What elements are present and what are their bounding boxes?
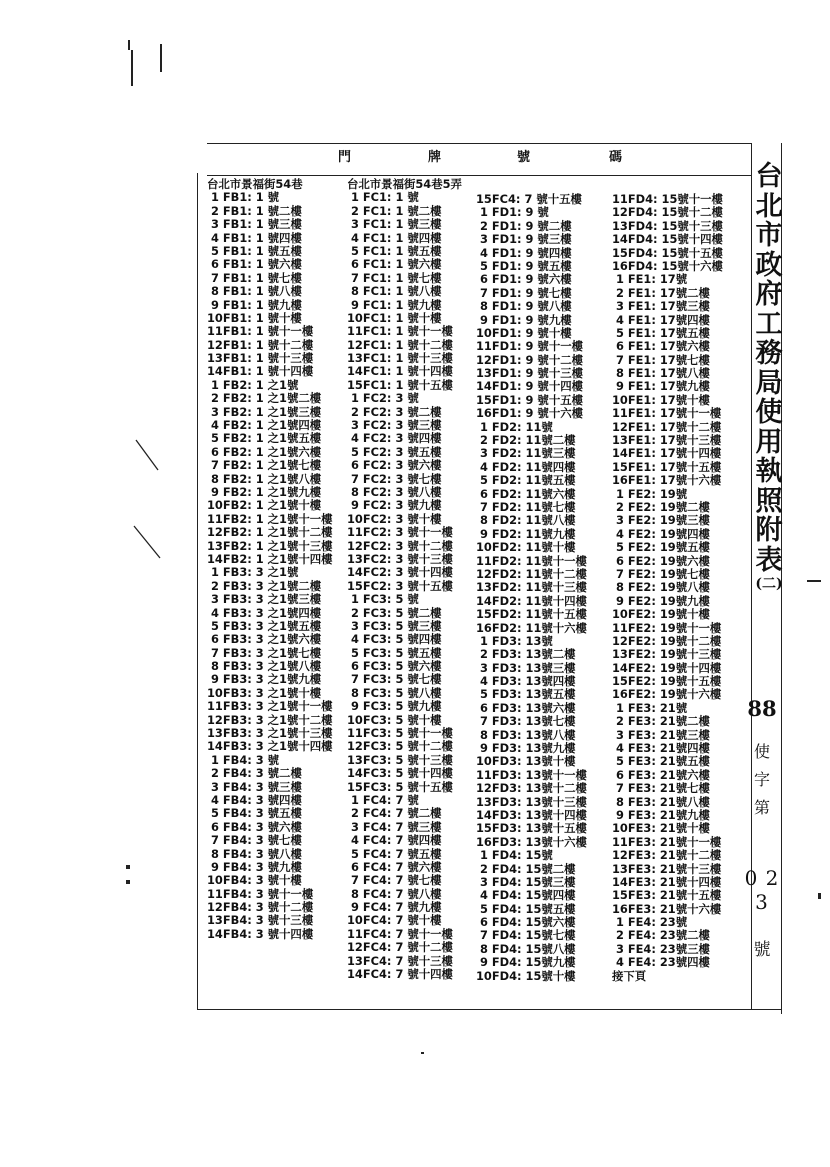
address-line: 10FC2: 3 號十樓 — [347, 511, 442, 526]
address-line: 15FC3: 5 號十五樓 — [347, 779, 453, 794]
address-line: 1 FC1: 1 號 — [347, 190, 419, 205]
address-line: 3 FD2: 11號三樓 — [476, 446, 576, 461]
address-line: 10FB1: 1 號十樓 — [207, 310, 302, 325]
address-line: 16FE1: 17號十六樓 — [612, 473, 722, 488]
address-line: 10FD2: 11號十樓 — [476, 540, 576, 555]
address-line: 13FC3: 5 號十三樓 — [347, 752, 453, 767]
title-char: (二) — [755, 576, 783, 592]
title-char: 附 — [755, 515, 783, 546]
address-line: 6 FB3: 3 之1號六樓 — [207, 632, 322, 647]
address-line: 14FB1: 1 號十四樓 — [207, 364, 314, 379]
address-line: 2 FB3: 3 之1號二樓 — [207, 578, 322, 593]
address-line: 14FD4: 15號十四樓 — [612, 232, 723, 247]
scan-mark — [421, 1052, 424, 1054]
address-line: 9 FE3: 21號九樓 — [612, 807, 710, 822]
address-line: 8 FC1: 1 號八樓 — [347, 284, 442, 299]
address-line: 6 FB4: 3 號六樓 — [207, 819, 302, 834]
address-line: 5 FB4: 3 號五樓 — [207, 806, 302, 821]
address-line: 1 FB2: 1 之1號 — [207, 377, 299, 392]
serial-number: 0 2 3 — [744, 866, 780, 914]
address-line: 4 FB2: 1 之1號四樓 — [207, 418, 322, 433]
address-line: 15FC4: 7 號十五樓 — [476, 192, 582, 206]
address-line: 8 FB2: 1 之1號八樓 — [207, 471, 322, 486]
address-line: 8 FB4: 3 號八樓 — [207, 846, 302, 861]
address-line: 6 FC1: 1 號六樓 — [347, 257, 442, 272]
header-plate: 牌 — [428, 150, 442, 165]
scan-mark — [131, 50, 133, 86]
address-column-1 — [207, 178, 333, 941]
address-line: 2 FB2: 1 之1號二樓 — [207, 391, 322, 406]
address-line: 3 FB4: 3 號三樓 — [207, 779, 302, 794]
address-line: 9 FB3: 3 之1號九樓 — [207, 672, 322, 687]
address-line: 5 FE2: 19號五樓 — [612, 540, 710, 555]
address-line: 8 FB3: 3 之1號八樓 — [207, 659, 322, 674]
address-line: 14FE2: 19號十四樓 — [612, 660, 722, 675]
address-line: 5 FE3: 21號五樓 — [612, 754, 710, 769]
address-line: 4 FC3: 5 號四樓 — [347, 632, 442, 647]
address-line: 7 FD4: 15號七樓 — [476, 928, 576, 943]
scan-mark — [126, 865, 130, 869]
header-number: 號 — [517, 150, 531, 165]
address-line: 4 FB4: 3 號四樓 — [207, 792, 302, 807]
address-line: 11FC1: 1 號十一樓 — [347, 324, 453, 339]
address-line: 9 FE1: 17號九樓 — [612, 379, 710, 394]
address-line: 9 FC1: 1 號九樓 — [347, 297, 442, 312]
address-line: 10FC1: 1 號十樓 — [347, 310, 442, 325]
address-line: 16FD3: 13號十六樓 — [476, 834, 587, 849]
street-heading: 台北市景福街54巷5弄 — [347, 177, 462, 191]
address-line: 6 FE2: 19號六樓 — [612, 553, 710, 568]
address-line: 5 FB3: 3 之1號五樓 — [207, 618, 322, 633]
address-line: 5 FC1: 1 號五樓 — [347, 243, 442, 258]
address-line: 14FC1: 1 號十四樓 — [347, 364, 453, 379]
address-line: 6 FC4: 7 號六樓 — [347, 859, 442, 874]
title-char: 北 — [755, 190, 783, 222]
address-line: 10FD4: 15號十樓 — [476, 968, 576, 983]
address-line: 2 FC4: 7 號二樓 — [347, 806, 442, 821]
address-line: 9 FD3: 13號九樓 — [476, 741, 576, 756]
address-line: 6 FB2: 1 之1號六樓 — [207, 444, 322, 459]
title-char: 表 — [755, 544, 783, 576]
address-line: 13FE3: 21號十三樓 — [612, 861, 722, 876]
header-door: 門 — [338, 150, 352, 165]
address-line: 14FD1: 9 號十四樓 — [476, 379, 583, 394]
address-line: 1 FB3: 3 之1號 — [207, 565, 299, 580]
address-line: 2 FE1: 17號二樓 — [612, 285, 710, 300]
address-line: 9 FB4: 3 號九樓 — [207, 859, 302, 874]
address-line: 13FD1: 9 號十三樓 — [476, 366, 583, 381]
address-line: 4 FE2: 19號四樓 — [612, 526, 710, 541]
address-line: 4 FB3: 3 之1號四樓 — [207, 605, 322, 620]
title-char: 工 — [755, 308, 783, 340]
address-line: 9 FD4: 15號九樓 — [476, 955, 576, 970]
address-line: 8 FB1: 1 號八樓 — [207, 284, 302, 299]
address-line: 7 FC2: 3 號七樓 — [347, 471, 442, 486]
address-line: 13FE1: 17號十三樓 — [612, 433, 722, 448]
address-line: 11FE3: 21號十一樓 — [612, 834, 722, 849]
address-line: 6 FE1: 17號六樓 — [612, 339, 710, 354]
side-title — [754, 162, 784, 593]
address-line: 12FD4: 15號十二樓 — [612, 205, 723, 220]
address-line: 15FE3: 21號十五樓 — [612, 888, 722, 903]
address-line: 4 FB1: 1 號四樓 — [207, 230, 302, 245]
address-line: 7 FE3: 21號七樓 — [612, 781, 710, 796]
address-line: 13FD3: 13號十三樓 — [476, 794, 587, 809]
address-line: 1 FC2: 3 號 — [347, 391, 419, 406]
address-line: 2 FB1: 1 號二樓 — [207, 203, 302, 218]
address-line: 6 FD1: 9 號六樓 — [476, 272, 572, 287]
address-line: 6 FD3: 13號六樓 — [476, 700, 576, 715]
address-line: 1 FB1: 1 號 — [207, 190, 280, 205]
address-line: 1 FC4: 7 號 — [347, 792, 419, 807]
address-line: 14FB2: 1 之1號十四樓 — [207, 551, 333, 566]
address-line: 2 FD1: 9 號二樓 — [476, 218, 572, 233]
address-line: 1 FE2: 19號 — [612, 486, 688, 501]
address-line: 15FD4: 15號十五樓 — [612, 245, 723, 260]
address-line: 3 FD3: 13號三樓 — [476, 660, 576, 675]
address-line: 2 FD4: 15號二樓 — [476, 861, 576, 876]
address-line: 12FB2: 1 之1號十二樓 — [207, 525, 333, 540]
title-char: 局 — [755, 367, 783, 399]
address-line: 13FB1: 1 號十三樓 — [207, 351, 314, 366]
address-line: 2 FE3: 21號二樓 — [612, 714, 710, 729]
address-line: 13FC2: 3 號十三樓 — [347, 551, 453, 566]
char-hao: 號 — [753, 940, 771, 960]
address-line: 10FE3: 21號十樓 — [612, 821, 710, 836]
address-line: 14FC2: 3 號十四樓 — [347, 565, 453, 580]
address-line: 4 FC4: 7 號四樓 — [347, 833, 442, 848]
address-line: 15FE2: 19號十五樓 — [612, 674, 722, 689]
address-line: 4 FE3: 21號四樓 — [612, 741, 710, 756]
address-line: 3 FD1: 9 號三樓 — [476, 232, 572, 247]
address-line: 2 FC2: 3 號二樓 — [347, 404, 442, 419]
address-line: 7 FD2: 11號七樓 — [476, 499, 576, 514]
address-line: 8 FC3: 5 號八樓 — [347, 685, 442, 700]
address-line: 7 FD3: 13號七樓 — [476, 714, 576, 729]
address-line: 11FD1: 9 號十一樓 — [476, 339, 583, 354]
address-line: 5 FD2: 11號五樓 — [476, 473, 576, 488]
address-line: 6 FB1: 1 號六樓 — [207, 257, 302, 272]
address-line: 12FE3: 21號十二樓 — [612, 848, 722, 863]
address-line: 5 FD1: 9 號五樓 — [476, 258, 572, 273]
address-line: 8 FD4: 15號八樓 — [476, 941, 576, 956]
address-line: 10FE2: 19號十樓 — [612, 607, 710, 622]
address-line: 14FB3: 3 之1號十四樓 — [207, 739, 333, 754]
address-line: 9 FC4: 7 號九樓 — [347, 900, 442, 915]
address-line: 2 FE4: 23號二樓 — [612, 928, 710, 943]
address-line: 3 FD4: 15號三樓 — [476, 874, 576, 889]
address-line: 11FD3: 13號十一樓 — [476, 767, 587, 782]
address-line: 15FE1: 17號十五樓 — [612, 459, 722, 474]
address-line: 2 FC3: 5 號二樓 — [347, 605, 442, 620]
address-line: 11FC4: 7 號十一樓 — [347, 926, 453, 941]
address-line: 4 FD1: 9 號四樓 — [476, 245, 572, 260]
address-line: 1 FB4: 3 號 — [207, 752, 280, 767]
address-line: 11FB4: 3 號十一樓 — [207, 886, 314, 901]
address-line: 7 FB4: 3 號七樓 — [207, 833, 302, 848]
address-line: 接下頁 — [612, 968, 647, 983]
address-line: 4 FC2: 3 號四樓 — [347, 431, 442, 446]
address-line: 10FB2: 1 之1號十樓 — [207, 498, 322, 513]
address-line: 16FE3: 21號十六樓 — [612, 901, 722, 916]
address-line: 7 FD1: 9 號七樓 — [476, 285, 572, 300]
address-line: 2 FD2: 11號二樓 — [476, 433, 576, 448]
address-line: 5 FE1: 17號五樓 — [612, 325, 710, 340]
address-line: 1 FD4: 15號 — [476, 848, 553, 863]
address-line: 12FC1: 1 號十二樓 — [347, 337, 453, 352]
address-line: 9 FD2: 11號九樓 — [476, 526, 576, 541]
address-line: 4 FD2: 11號四樓 — [476, 459, 576, 474]
address-line: 10FE1: 17號十樓 — [612, 392, 710, 407]
address-line: 1 FD3: 13號 — [476, 633, 553, 648]
scan-mark — [818, 893, 821, 899]
address-line: 6 FE3: 21號六樓 — [612, 767, 710, 782]
title-char: 照 — [755, 485, 783, 517]
address-line: 6 FC3: 5 號六樓 — [347, 659, 442, 674]
address-line: 12FE1: 17號十二樓 — [612, 419, 722, 434]
title-char: 府 — [755, 279, 783, 310]
address-line: 14FE1: 17號十四樓 — [612, 446, 722, 461]
address-line: 11FE1: 17號十一樓 — [612, 406, 722, 421]
address-line: 4 FE1: 17號四樓 — [612, 312, 710, 327]
address-line: 10FB3: 3 之1號十樓 — [207, 685, 322, 700]
address-line: 13FD4: 15號十三樓 — [612, 218, 723, 233]
address-line: 11FD2: 11號十一樓 — [476, 553, 587, 568]
address-column-3 — [476, 193, 587, 983]
address-line: 16FD4: 15號十六樓 — [612, 258, 723, 273]
address-line: 4 FC1: 1 號四樓 — [347, 230, 442, 245]
address-line: 8 FE3: 21號八樓 — [612, 794, 710, 809]
address-line: 7 FC3: 5 號七樓 — [347, 672, 442, 687]
address-line: 6 FC2: 3 號六樓 — [347, 458, 442, 473]
address-line: 10FD3: 13號十樓 — [476, 754, 576, 769]
address-line: 9 FB1: 1 號九樓 — [207, 297, 302, 312]
address-line: 14FD2: 11號十四樓 — [476, 593, 587, 608]
address-line: 5 FD3: 13號五樓 — [476, 687, 576, 702]
address-line: 16FE2: 19號十六樓 — [612, 687, 722, 702]
address-line: 7 FC4: 7 號七樓 — [347, 873, 442, 888]
address-line: 14FD3: 13號十四樓 — [476, 807, 587, 822]
address-line: 5 FB2: 1 之1號五樓 — [207, 431, 322, 446]
title-char: 用 — [755, 426, 783, 458]
address-line: 1 FE1: 17號 — [612, 272, 688, 287]
address-line: 1 FE3: 21號 — [612, 700, 688, 715]
address-line: 13FB2: 1 之1號十三樓 — [207, 538, 333, 553]
address-line: 3 FC1: 1 號三樓 — [347, 217, 442, 232]
address-line: 4 FE4: 23號四樓 — [612, 955, 710, 970]
address-line: 3 FE4: 23號三樓 — [612, 941, 710, 956]
address-line: 10FD1: 9 號十樓 — [476, 325, 572, 340]
address-line: 11FC3: 5 號十一樓 — [347, 726, 453, 741]
address-line: 2 FD3: 13號二樓 — [476, 647, 576, 662]
address-line: 13FC4: 7 號十三樓 — [347, 953, 453, 968]
address-line: 3 FE2: 19號三樓 — [612, 513, 710, 528]
address-line: 12FD3: 13號十二樓 — [476, 781, 587, 796]
address-column-4 — [612, 193, 723, 983]
address-line: 8 FD1: 9 號八樓 — [476, 299, 572, 314]
address-line: 14FC4: 7 號十四樓 — [347, 967, 453, 982]
address-line: 7 FB3: 3 之1號七樓 — [207, 645, 322, 660]
address-line: 5 FC3: 5 號五樓 — [347, 645, 442, 660]
license-characters — [742, 738, 782, 822]
address-line: 2 FC1: 1 號二樓 — [347, 203, 442, 218]
address-line: 5 FC4: 7 號五樓 — [347, 846, 442, 861]
address-line: 8 FD2: 11號八樓 — [476, 513, 576, 528]
header-code: 碼 — [609, 150, 623, 165]
address-column-2 — [347, 178, 462, 981]
address-line: 3 FB1: 1 號三樓 — [207, 217, 302, 232]
address-line: 2 FB4: 3 號二樓 — [207, 766, 302, 781]
scan-mark — [126, 880, 130, 884]
address-line: 12FC4: 7 號十二樓 — [347, 940, 453, 955]
address-line: 5 FD4: 15號五樓 — [476, 901, 576, 916]
char-zi: 字 — [753, 770, 770, 789]
title-char: 政 — [755, 249, 783, 281]
scan-mark — [128, 40, 130, 50]
address-line: 7 FE1: 17號七樓 — [612, 352, 710, 367]
address-line: 8 FE1: 17號八樓 — [612, 366, 710, 381]
scan-mark — [807, 580, 821, 582]
title-char: 台 — [755, 161, 783, 192]
address-line: 11FD4: 15號十一樓 — [612, 192, 723, 206]
address-line: 16FD1: 9 號十六樓 — [476, 406, 583, 421]
address-line: 11FB2: 1 之1號十一樓 — [207, 511, 333, 526]
address-line: 13FD2: 11號十三樓 — [476, 580, 587, 595]
address-line: 15FC2: 3 號十五樓 — [347, 578, 453, 593]
address-line: 11FE2: 19號十一樓 — [612, 620, 722, 635]
address-line: 4 FD3: 13號四樓 — [476, 674, 576, 689]
address-line: 3 FE3: 21號三樓 — [612, 727, 710, 742]
address-line: 3 FC2: 3 號三樓 — [347, 418, 442, 433]
address-line: 13FB3: 3 之1號十三樓 — [207, 726, 333, 741]
address-line: 9 FB2: 1 之1號九樓 — [207, 484, 322, 499]
address-line: 11FB3: 3 之1號十一樓 — [207, 699, 333, 714]
license-number: 88 — [747, 696, 777, 721]
address-line: 2 FE2: 19號二樓 — [612, 499, 710, 514]
address-line: 14FB4: 3 號十四樓 — [207, 926, 314, 941]
address-line: 12FC3: 5 號十二樓 — [347, 739, 453, 754]
address-line: 1 FD1: 9 號 — [476, 205, 549, 220]
address-line: 11FB1: 1 號十一樓 — [207, 324, 314, 339]
street-heading: 台北市景福街54巷 — [207, 177, 303, 191]
address-line: 8 FC2: 3 號八樓 — [347, 484, 442, 499]
address-line: 10FB4: 3 號十樓 — [207, 873, 302, 888]
char-di: 第 — [753, 798, 770, 817]
address-line: 13FC1: 1 號十三樓 — [347, 351, 453, 366]
title-char: 使 — [755, 397, 783, 428]
address-line: 12FC2: 3 號十二樓 — [347, 538, 453, 553]
title-char: 市 — [755, 220, 783, 251]
address-line: 4 FD4: 15號四樓 — [476, 888, 576, 903]
address-line: 12FE2: 19號十二樓 — [612, 633, 722, 648]
address-line: 11FC2: 3 號十一樓 — [347, 525, 453, 540]
address-line: 12FD1: 9 號十二樓 — [476, 352, 583, 367]
address-line: 1 FE4: 23號 — [612, 915, 688, 930]
address-line: 15FD2: 11號十五樓 — [476, 607, 587, 622]
address-line: 12FB3: 3 之1號十二樓 — [207, 712, 333, 727]
address-line: 9 FC2: 3 號九樓 — [347, 498, 442, 513]
address-line: 15FD1: 9 號十五樓 — [476, 392, 583, 407]
address-line: 3 FB3: 3 之1號三樓 — [207, 592, 322, 607]
address-line: 1 FC3: 5 號 — [347, 592, 419, 607]
address-line: 9 FD1: 9 號九樓 — [476, 312, 572, 327]
title-char: 務 — [755, 338, 783, 369]
scan-stroke — [130, 430, 170, 570]
address-line: 6 FD4: 15號六樓 — [476, 915, 576, 930]
address-line: 13FB4: 3 號十三樓 — [207, 913, 314, 928]
address-line: 8 FE2: 19號八樓 — [612, 580, 710, 595]
address-line: 10FC4: 7 號十樓 — [347, 913, 442, 928]
address-line: 3 FB2: 1 之1號三樓 — [207, 404, 322, 419]
address-line: 9 FC3: 5 號九樓 — [347, 699, 442, 714]
address-line: 6 FD2: 11號六樓 — [476, 486, 576, 501]
address-line: 1 FD2: 11號 — [476, 419, 553, 434]
address-line: 7 FE2: 19號七樓 — [612, 566, 710, 581]
address-line: 3 FC3: 5 號三樓 — [347, 618, 442, 633]
address-line: 9 FE2: 19號九樓 — [612, 593, 710, 608]
address-line: 12FB1: 1 號十二樓 — [207, 337, 314, 352]
address-line: 14FC3: 5 號十四樓 — [347, 766, 453, 781]
char-shi: 使 — [753, 742, 770, 761]
address-line: 12FD2: 11號十二樓 — [476, 566, 587, 581]
address-line: 7 FB1: 1 號七樓 — [207, 270, 302, 285]
address-line: 16FD2: 11號十六樓 — [476, 620, 587, 635]
address-line: 10FC3: 5 號十樓 — [347, 712, 442, 727]
address-line: 12FB4: 3 號十二樓 — [207, 900, 314, 915]
address-line: 15FD3: 13號十五樓 — [476, 821, 587, 836]
address-line: 7 FC1: 1 號七樓 — [347, 270, 442, 285]
address-line: 14FE3: 21號十四樓 — [612, 874, 722, 889]
address-line: 13FE2: 19號十三樓 — [612, 647, 722, 662]
address-line: 3 FC4: 7 號三樓 — [347, 819, 442, 834]
address-line: 15FC1: 1 號十五樓 — [347, 377, 453, 392]
address-line: 3 FE1: 17號三樓 — [612, 299, 710, 314]
address-line: 8 FD3: 13號八樓 — [476, 727, 576, 742]
scan-mark — [160, 44, 162, 72]
address-line: 7 FB2: 1 之1號七樓 — [207, 458, 322, 473]
title-char: 執 — [755, 456, 783, 487]
address-line: 5 FC2: 3 號五樓 — [347, 444, 442, 459]
address-line: 5 FB1: 1 號五樓 — [207, 243, 302, 258]
address-line: 8 FC4: 7 號八樓 — [347, 886, 442, 901]
